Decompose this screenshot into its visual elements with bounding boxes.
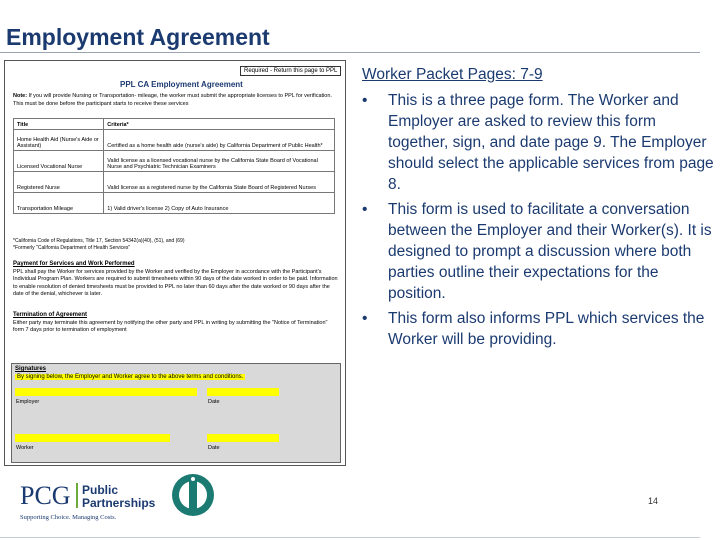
form-heading: PPL CA Employment Agreement — [120, 80, 243, 89]
signatures-title: Signatures — [15, 366, 47, 372]
termination-title: Termination of Agreement — [13, 312, 88, 318]
footnote: *California Code of Regulations, Title 17, Section 54342(a)(40), (51), and (69) — [13, 238, 185, 244]
note-label: Note: — [13, 93, 28, 99]
logo-tagline: Supporting Choice. Managing Costs. — [20, 514, 117, 521]
logo-line1: Public — [82, 483, 119, 497]
signature-section — [11, 363, 341, 463]
table-cell: Certified as a home health aide (nurse's aide) by California Department of Public Health* — [104, 130, 335, 151]
employer-signature-line — [15, 388, 197, 396]
note-text: If you will provide Nursing or Transportation- mileage, the worker must submit the appropriate licenses to PPL for verification. This must be done before the participant starts to receive these services — [13, 93, 332, 107]
pcg-public-partnerships-logo — [18, 474, 168, 524]
table-header-row — [14, 119, 335, 130]
payment-title: Payment for Services and Work Performed — [13, 261, 135, 267]
bullet-item — [362, 90, 717, 195]
employer-label: Employer — [16, 399, 40, 405]
signatures-lead: By signing below, the Employer and Worker agree to the above terms and conditions. — [17, 374, 244, 380]
table-cell: Valid license as a registered nurse by the California State Board of Registered Nurses — [104, 172, 335, 193]
table-cell: Transportation Mileage — [14, 193, 104, 214]
worker-label: Worker — [16, 445, 34, 451]
bullet-text: This is a three page form. The Worker and Employer are asked to review this form together, sign, and date page 9. The Employer should select the applicable services from page 8. — [388, 92, 714, 193]
table-cell: Home Health Aid (Nurse's Aide or Assistant) — [14, 130, 104, 151]
worker-date-line — [207, 434, 279, 442]
table-row — [14, 172, 335, 193]
form-note — [13, 92, 338, 108]
worker-date-label: Date — [208, 445, 220, 451]
payment-section — [13, 261, 338, 299]
footnote: *Formerly "California Department of Health Services" — [13, 245, 131, 251]
worker-signature-line — [15, 434, 170, 442]
table-cell: Registered Nurse — [14, 172, 104, 193]
bullet-text: This form is used to facilitate a conversation between the Employer and their Worker(s). It is designed to prompt a discussion where both parties outline their expectations for the position. — [388, 201, 712, 302]
page-number: 14 — [648, 496, 659, 506]
employer-date-line — [207, 388, 279, 396]
bullet-icon: • — [362, 201, 368, 218]
termination-section — [13, 312, 338, 335]
employer-date-label: Date — [208, 399, 220, 405]
table-row — [14, 151, 335, 172]
slide-title: Employment Agreement — [6, 24, 270, 50]
bullet-item — [362, 308, 717, 350]
logo-divider — [76, 483, 78, 508]
title-divider — [0, 52, 700, 53]
table-cell: Valid license as a licensed vocational nurse by the California State Board of Vocational Nurse and Psychiatric Technician Examiners — [104, 151, 335, 172]
termination-text: Either party may terminate this agreement by notifying the other party and PPL in writing by submitting the "Notice of Termination" form 7 days prior to termination of employment — [13, 319, 328, 333]
table-header: Title — [14, 119, 104, 130]
required-box: Required - Return this page to PPL — [240, 66, 341, 76]
footnotes — [13, 238, 333, 252]
packet-pages-heading: Worker Packet Pages: 7-9 — [362, 66, 543, 83]
logo-line2: Partnerships — [82, 496, 156, 510]
dds-emblem-icon — [170, 472, 216, 518]
table-row — [14, 193, 335, 214]
license-table — [13, 118, 335, 214]
bullet-icon: • — [362, 310, 368, 327]
table-row — [14, 130, 335, 151]
agreement-form-preview — [4, 60, 346, 466]
bullet-list — [362, 90, 717, 354]
footer-divider — [0, 537, 700, 538]
bullet-text: This form also informs PPL which services the Worker will be providing. — [388, 310, 705, 348]
bullet-item — [362, 199, 717, 304]
table-header: Criteria* — [104, 119, 335, 130]
payment-text: PPL shall pay the Worker for services provided by the Worker and verified by the Employer in accordance with the Participant's Individual Program Plan. Workers are required to submit timesheets within 90 days of the date worked in order to be paid. Information to enable resolution of denied timesheets must be provided to PPL no later than 60 days after the date worked or 90 days after the date of the denial, whichever is later. — [13, 268, 338, 297]
table-cell: 1) Valid driver's license 2) Copy of Auto Insurance — [104, 193, 335, 214]
bullet-icon: • — [362, 92, 368, 109]
pcg-logo-text: PCG — [20, 481, 71, 510]
table-cell: Licensed Vocational Nurse — [14, 151, 104, 172]
